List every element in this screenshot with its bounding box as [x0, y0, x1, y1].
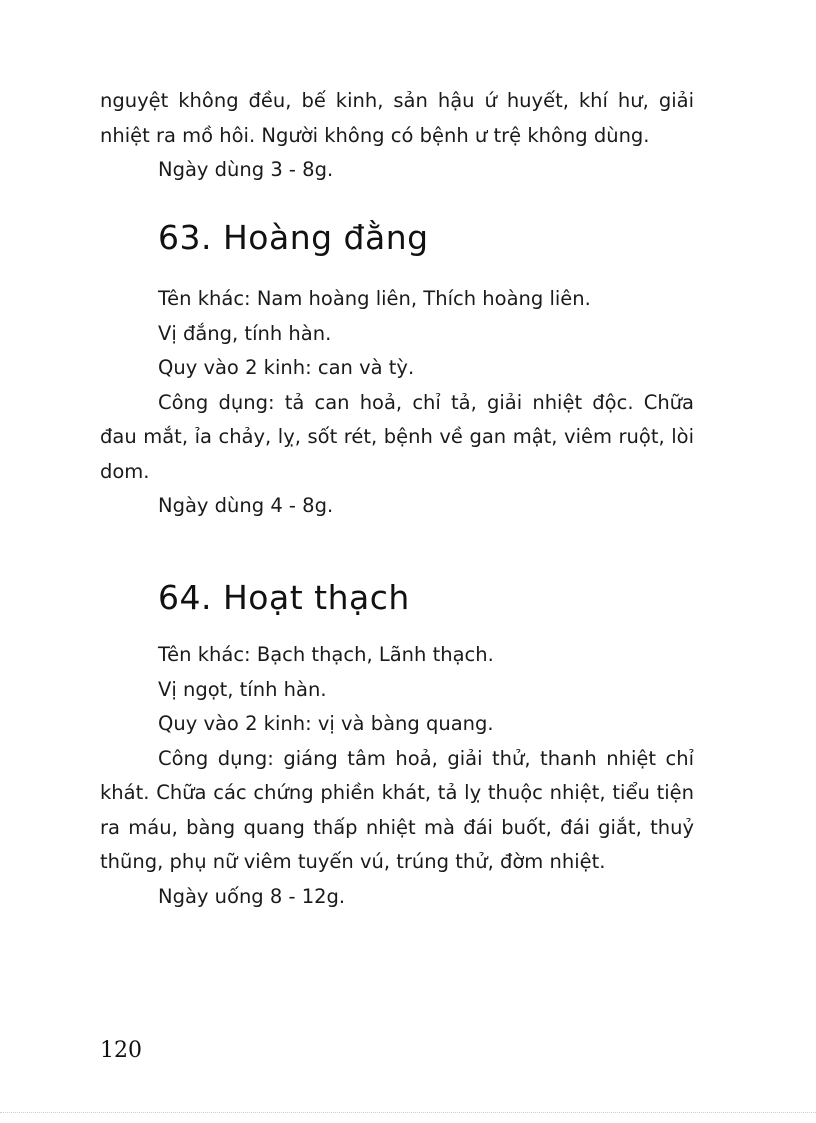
taste-64: Vị ngọt, tính hàn.: [158, 677, 327, 701]
section-body-63: [100, 282, 694, 524]
taste-63: Vị đắng, tính hàn.: [158, 321, 332, 345]
uses-63: Công dụng: tả can hoả, chỉ tả, giải nhiệt độc. Chữa đau mắt, ỉa chảy, lỵ, sốt rét, bệnh về gan mật, viêm ruột, lòi dom.: [100, 390, 694, 483]
continuation-paragraph: nguyệt không đều, bế kinh, sản hậu ứ huyết, khí hư, giải nhiệt ra mồ hôi. Người không có bệnh ư trệ không dùng.: [100, 89, 694, 147]
page-number: 120: [100, 1038, 142, 1063]
page-bottom-edge: [0, 1112, 816, 1113]
section-body-64: [100, 638, 694, 914]
section-heading-64: 64. Hoạt thạch: [158, 578, 410, 617]
uses-64: Công dụng: giáng tâm hoả, giải thử, thanh nhiệt chỉ khát. Chữa các chứng phiền khát, tả lỵ thuộc nhiệt, tiểu tiện ra máu, bàng quang thấp nhiệt mà đái buốt, đái giắt, thuỷ thũng, phụ nữ viêm tuyến vú, trúng thử, đờm nhiệt.: [100, 746, 694, 873]
meridians-63: Quy vào 2 kinh: can và tỳ.: [158, 356, 415, 379]
section-heading-63: 63. Hoàng đằng: [158, 218, 429, 257]
continuation-dosage: Ngày dùng 3 - 8g.: [158, 158, 334, 181]
continuation-block: [100, 84, 694, 188]
meridians-64: Quy vào 2 kinh: vị và bàng quang.: [158, 712, 494, 735]
other-names-63: Tên khác: Nam hoàng liên, Thích hoàng liên.: [158, 287, 591, 310]
other-names-64: Tên khác: Bạch thạch, Lãnh thạch.: [158, 643, 494, 666]
dosage-64: Ngày uống 8 - 12g.: [158, 884, 346, 908]
dosage-63: Ngày dùng 4 - 8g.: [158, 494, 334, 517]
